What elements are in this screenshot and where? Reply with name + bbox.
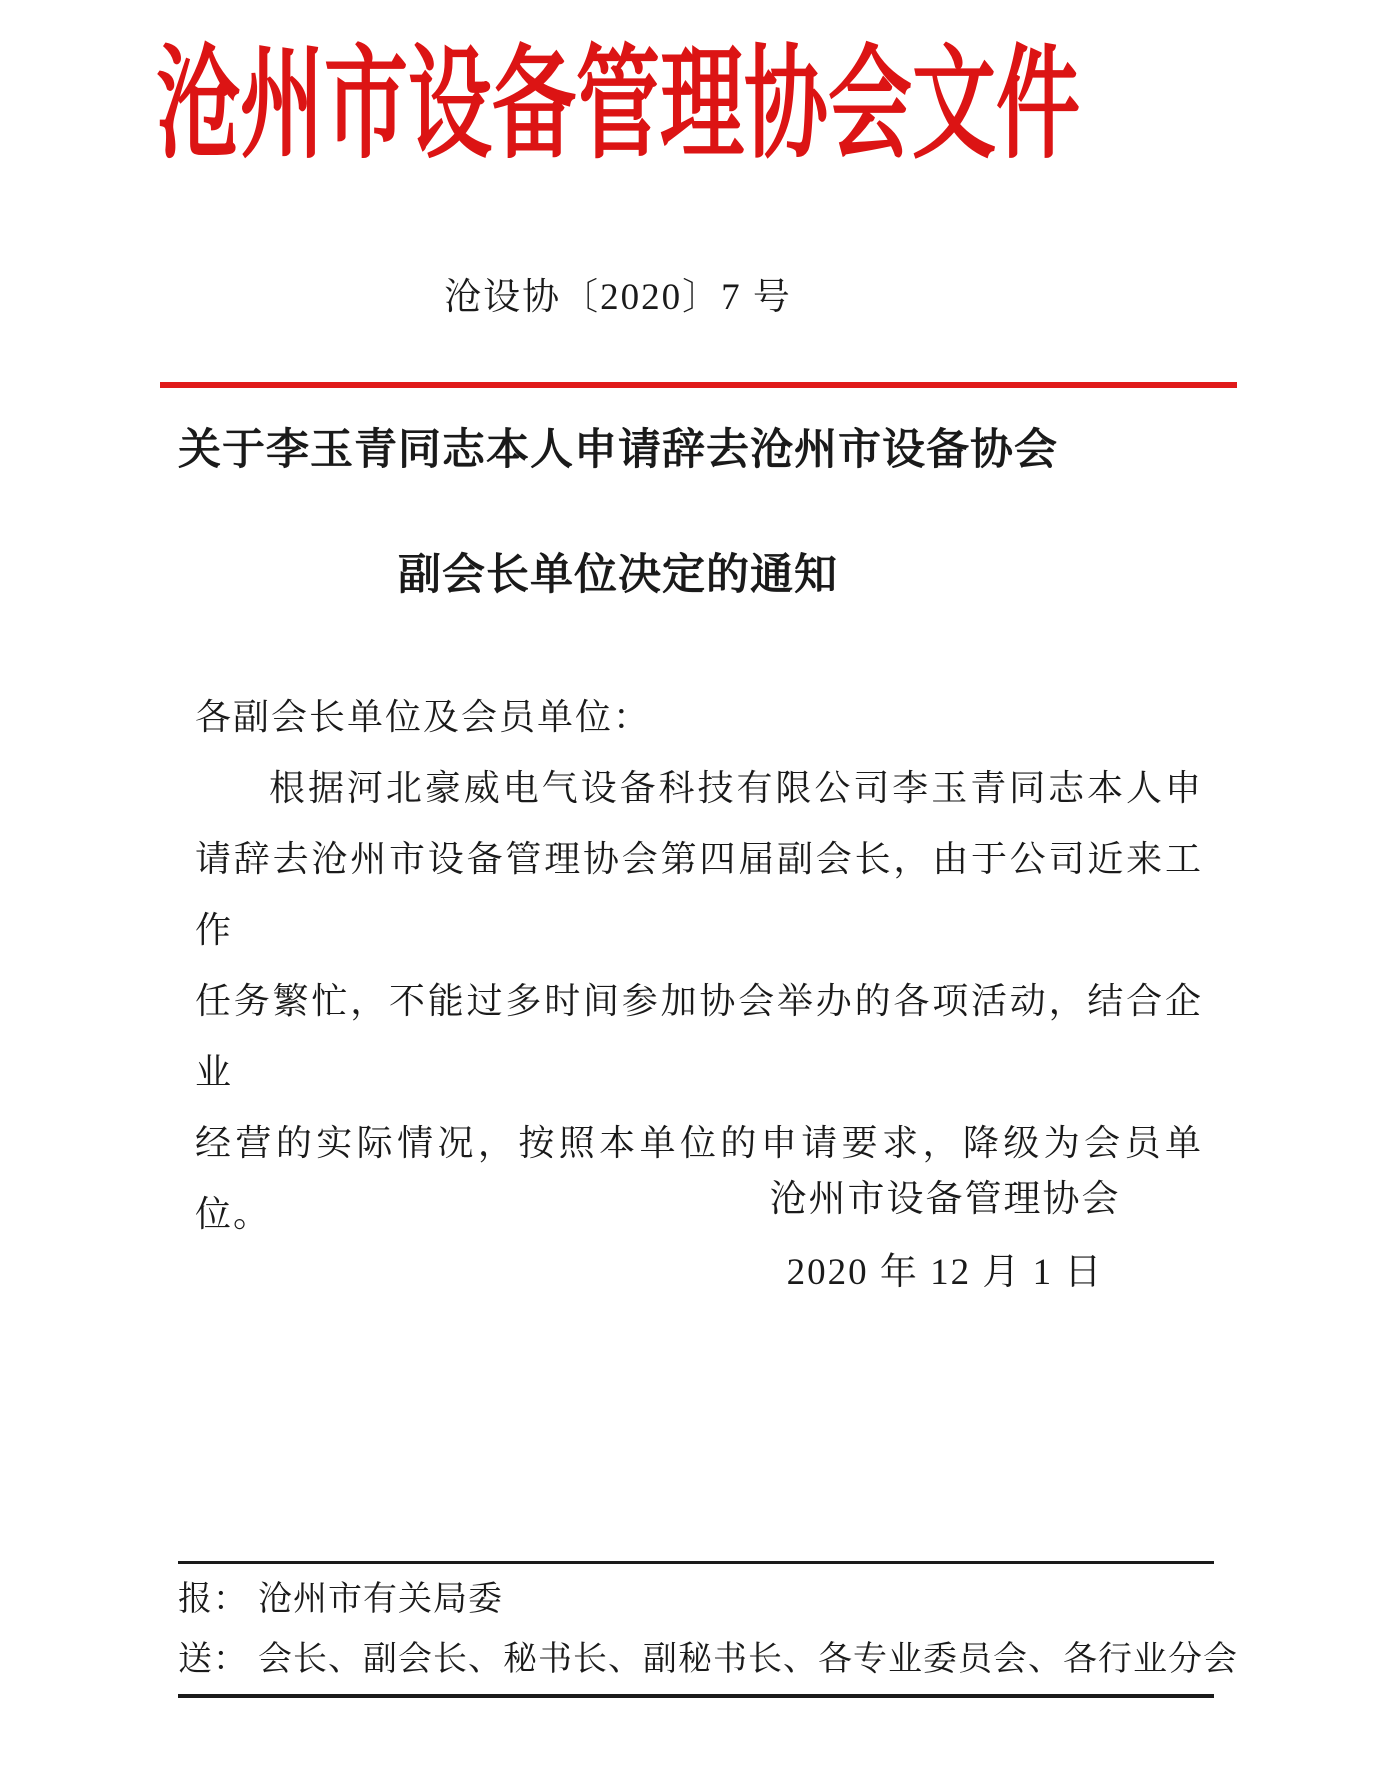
body-paragraph-line: 根据河北豪威电气设备科技有限公司李玉青同志本人申 <box>269 768 1203 808</box>
send-recipients: 会长、副会长、秘书长、副秘书长、各专业委员会、各行业分会 <box>258 1641 1238 1678</box>
footer-rule-top <box>178 1561 1214 1564</box>
salutation: 各副会长单位及会员单位： <box>195 697 652 737</box>
signature-organization: 沧州市设备管理协会 <box>769 1179 1121 1220</box>
send-label: 送： <box>178 1641 248 1678</box>
document-title-line-1: 关于李玉青同志本人申请辞去沧州市设备协会 <box>178 427 1058 474</box>
letterhead-banner: 沧州市设备管理协会文件 <box>155 38 1080 175</box>
distribution-block <box>178 1570 1238 1690</box>
report-line <box>178 1570 1214 1630</box>
signature-block <box>660 1163 1230 1309</box>
send-line <box>178 1630 1238 1690</box>
body-paragraph-line: 请辞去沧州市设备管理协会第四届副会长，由于公司近来工作 <box>195 839 1203 950</box>
body-paragraph-line: 经营的实际情况，按照本单位的申请要求，降级为会员单位。 <box>195 1123 1203 1234</box>
report-recipients: 沧州市有关局委 <box>258 1581 503 1618</box>
body-paragraph-line: 任务繁忙，不能过多时间参加协会举办的各项活动，结合企业 <box>195 981 1203 1092</box>
signature-date: 2020 年 12 月 1 日 <box>786 1252 1104 1293</box>
report-label: 报： <box>178 1581 248 1618</box>
document-title-line-2: 副会长单位决定的通知 <box>398 552 838 599</box>
document-title <box>0 388 1236 638</box>
document-number: 沧设协〔2020〕7 号 <box>444 277 792 318</box>
footer-rule-bottom <box>178 1694 1214 1698</box>
